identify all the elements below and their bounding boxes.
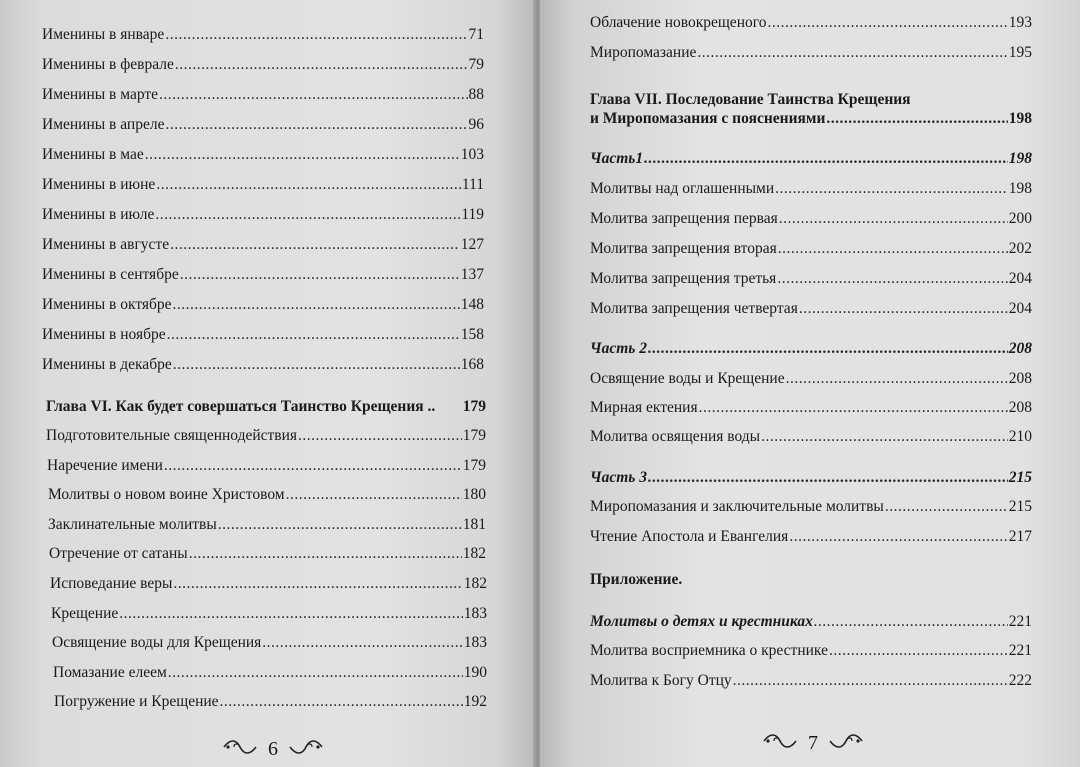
leader-dots [767,12,1007,34]
appendix-section-page: 221 [1008,613,1032,630]
toc-entry-page: 200 [1008,210,1032,227]
leader-dots [155,204,460,226]
part-title: Часть1 [590,150,644,167]
toc-entry-page: 181 [462,516,486,533]
toc-entry-title: Именины в мае [42,146,144,163]
appendix-section [590,611,1032,633]
toc-entry-title: Молитва запрещения четвертая [590,300,798,317]
toc-entry-title: Чтение Апостола и Евангелия [590,528,789,545]
toc-entry-title: Освящение воды и Крещение [590,370,785,387]
toc-entry-title: Именины в октябре [42,296,172,313]
leader-dots [789,526,1007,548]
chapter-page: 198 [1008,110,1032,127]
toc-entry-page: 192 [463,693,487,710]
toc-entry [590,368,1032,390]
toc-entry-title: Миропомазания и заключительные молитвы [590,498,884,515]
toc-entry-page: 96 [468,116,484,133]
toc-entry [590,268,1032,290]
toc-entry [590,670,1032,692]
appendix-heading: Приложение. [590,571,683,588]
leader-dots [145,144,460,166]
toc-entry-page: 215 [1008,498,1032,515]
toc-entry [54,691,487,713]
leader-dots [644,148,1008,170]
leader-dots [175,54,468,76]
leader-dots [168,662,463,684]
toc-entry [42,204,484,226]
toc-entry [590,298,1032,320]
toc-entry-page: 103 [460,146,484,163]
toc-entry-title: Молитвы о новом воине Христовом [48,486,285,503]
toc-entry [42,144,484,166]
toc-entry-title: Крещение [51,605,119,622]
toc-entry-title: Молитва к Богу Отцу [590,672,732,689]
toc-entry-page: 119 [461,206,484,223]
toc-entry [590,42,1032,64]
toc-entry-title: Именины в феврале [42,56,174,73]
part-page: 198 [1008,150,1032,167]
toc-entry-title: Помазание елеем [53,664,167,681]
part-title: Часть 2 [590,340,647,357]
toc-entry-title: Именины в сентябре [42,266,179,283]
leader-dots [286,484,462,506]
toc-entry [42,264,484,286]
toc-entry-page: 204 [1008,270,1032,287]
toc-entry [590,496,1032,518]
leader-dots [189,543,462,565]
toc-entry-page: 208 [1008,399,1032,416]
toc-entry [49,543,486,565]
toc-entry-title: Молитва запрещения третья [590,270,777,287]
page-number-right [762,732,864,755]
toc-entry [590,12,1032,34]
toc-entry-title: Молитвы над оглашенными [590,180,775,197]
leader-dots [885,496,1008,518]
part-heading [590,338,1032,360]
leader-dots [779,208,1008,230]
part-page: 215 [1008,469,1032,486]
toc-entry-page: 204 [1008,300,1032,317]
toc-entry-title: Освящение воды для Крещения [52,634,262,651]
toc-entry [42,354,484,376]
leader-dots [761,426,1008,448]
toc-entry-title: Облачение новокрещеного [590,14,767,31]
chapter-title: и Миропомазания с пояснениями [590,110,826,127]
leader-dots [786,368,1008,390]
toc-entry-page: 210 [1008,428,1032,445]
toc-entry [51,603,487,625]
flourish-ornament-icon [762,732,798,755]
toc-entry-title: Миропомазание [590,44,697,61]
toc-entry [48,484,486,506]
toc-entry-title: Молитва восприемника о крестнике [590,642,828,659]
toc-entry-title: Молитва запрещения вторая [590,240,777,257]
toc-entry-page: 137 [460,266,484,283]
toc-entry [52,632,487,654]
toc-entry-page: 202 [1008,240,1032,257]
toc-entry-title: Молитва освящения воды [590,428,761,445]
leader-dots [697,42,1007,64]
toc-entry [48,514,486,536]
flourish-ornament-icon [222,738,258,761]
toc-entry [47,455,486,477]
toc-entry-title: Погружение и Крещение [54,693,219,710]
toc-entry-page: 222 [1008,672,1032,689]
leader-dots [220,691,463,713]
leader-dots [159,84,467,106]
toc-entry-page: 79 [468,56,484,73]
toc-entry-page: 190 [463,664,487,681]
toc-entry-title: Мирная ектения [590,399,698,416]
leader-dots [156,174,461,196]
toc-entry-title: Подготовительные священнодействия [46,427,298,444]
toc-entry-page: 182 [462,545,486,562]
part-page: 208 [1008,340,1032,357]
chapter-title: Глава VI. Как будет совершаться Таинство Крещения .. [46,398,436,415]
toc-entry [590,178,1032,200]
part-heading [590,467,1032,489]
part-title: Часть 3 [590,469,647,486]
toc-entry [590,526,1032,548]
leader-dots [829,640,1008,662]
right-page [540,0,1080,767]
leader-dots [699,397,1008,419]
toc-entry-page: 208 [1008,370,1032,387]
leader-dots [262,632,462,654]
toc-entry-page: 183 [463,605,487,622]
toc-entry [590,426,1032,448]
leader-dots [777,268,1007,290]
left-page [0,0,537,767]
toc-entry-page: 127 [460,236,484,253]
toc-entry-page: 71 [468,26,484,43]
toc-entry-title: Именины в августе [42,236,170,253]
flourish-ornament-icon [288,738,324,761]
toc-entry-page: 198 [1008,180,1032,197]
toc-entry-title: Именины в июне [42,176,156,193]
leader-dots [778,238,1008,260]
leader-dots [218,514,462,536]
toc-entry-title: Именины в ноябре [42,326,166,343]
toc-entry [50,573,487,595]
leader-dots [170,234,460,256]
chapter-page: 179 [462,398,486,415]
toc-entry [42,294,484,316]
leader-dots [173,573,462,595]
leader-dots [799,298,1008,320]
toc-entry-title: Молитва запрещения первая [590,210,778,227]
flourish-ornament-icon [828,732,864,755]
toc-entry-page: 111 [461,176,484,193]
toc-entry-title: Именины в июле [42,206,155,223]
toc-entry-title: Именины в марте [42,86,159,103]
chapter-heading [590,108,1032,130]
folio-number: 7 [808,732,818,754]
leader-dots [814,611,1008,633]
leader-dots [298,425,462,447]
leader-dots [180,264,460,286]
toc-entry-title: Заклинательные молитвы [48,516,217,533]
toc-entry-page: 217 [1008,528,1032,545]
toc-entry-page: 168 [460,356,484,373]
leader-dots [173,294,460,316]
toc-entry-page: 179 [462,427,486,444]
leader-dots [648,467,1008,489]
part-heading [590,148,1032,170]
toc-entry [42,324,484,346]
toc-entry [42,234,484,256]
folio-number: 6 [268,738,278,760]
toc-entry-page: 183 [463,634,487,651]
leader-dots [826,108,1007,130]
leader-dots [165,24,467,46]
toc-entry-title: Наречение имени [47,457,163,474]
leader-dots [648,338,1008,360]
toc-entry-page: 221 [1008,642,1032,659]
chapter-heading [46,396,486,418]
toc-entry-page: 180 [462,486,486,503]
toc-entry [42,174,484,196]
toc-entry-page: 179 [462,457,486,474]
toc-entry-page: 193 [1008,14,1032,31]
toc-entry-page: 158 [460,326,484,343]
toc-entry-page: 88 [468,86,484,103]
toc-entry [53,662,487,684]
toc-entry-page: 182 [463,575,487,592]
toc-entry-title: Именины в апреле [42,116,165,133]
toc-entry [590,208,1032,230]
toc-entry-title: Именины в декабре [42,356,172,373]
toc-entry [590,640,1032,662]
toc-entry-page: 195 [1008,44,1032,61]
toc-entry-title: Отречение от сатаны [49,545,188,562]
leader-dots [119,603,462,625]
leader-dots [775,178,1008,200]
leader-dots [733,670,1008,692]
leader-dots [173,354,460,376]
toc-entry [46,425,486,447]
toc-entry-title: Именины в январе [42,26,165,43]
toc-entry [42,54,484,76]
toc-entry [590,397,1032,419]
chapter-heading-line1: Глава VII. Последование Таинства Крещения [590,91,911,108]
toc-entry [42,84,484,106]
toc-entry [42,114,484,136]
leader-dots [165,114,467,136]
toc-entry [590,238,1032,260]
appendix-section-title: Молитвы о детях и крестниках [590,613,813,630]
leader-dots [167,324,460,346]
page-number-left [222,738,324,761]
leader-dots [164,455,462,477]
toc-entry [42,24,484,46]
toc-entry-page: 148 [460,296,484,313]
toc-entry-title: Исповедание веры [50,575,173,592]
